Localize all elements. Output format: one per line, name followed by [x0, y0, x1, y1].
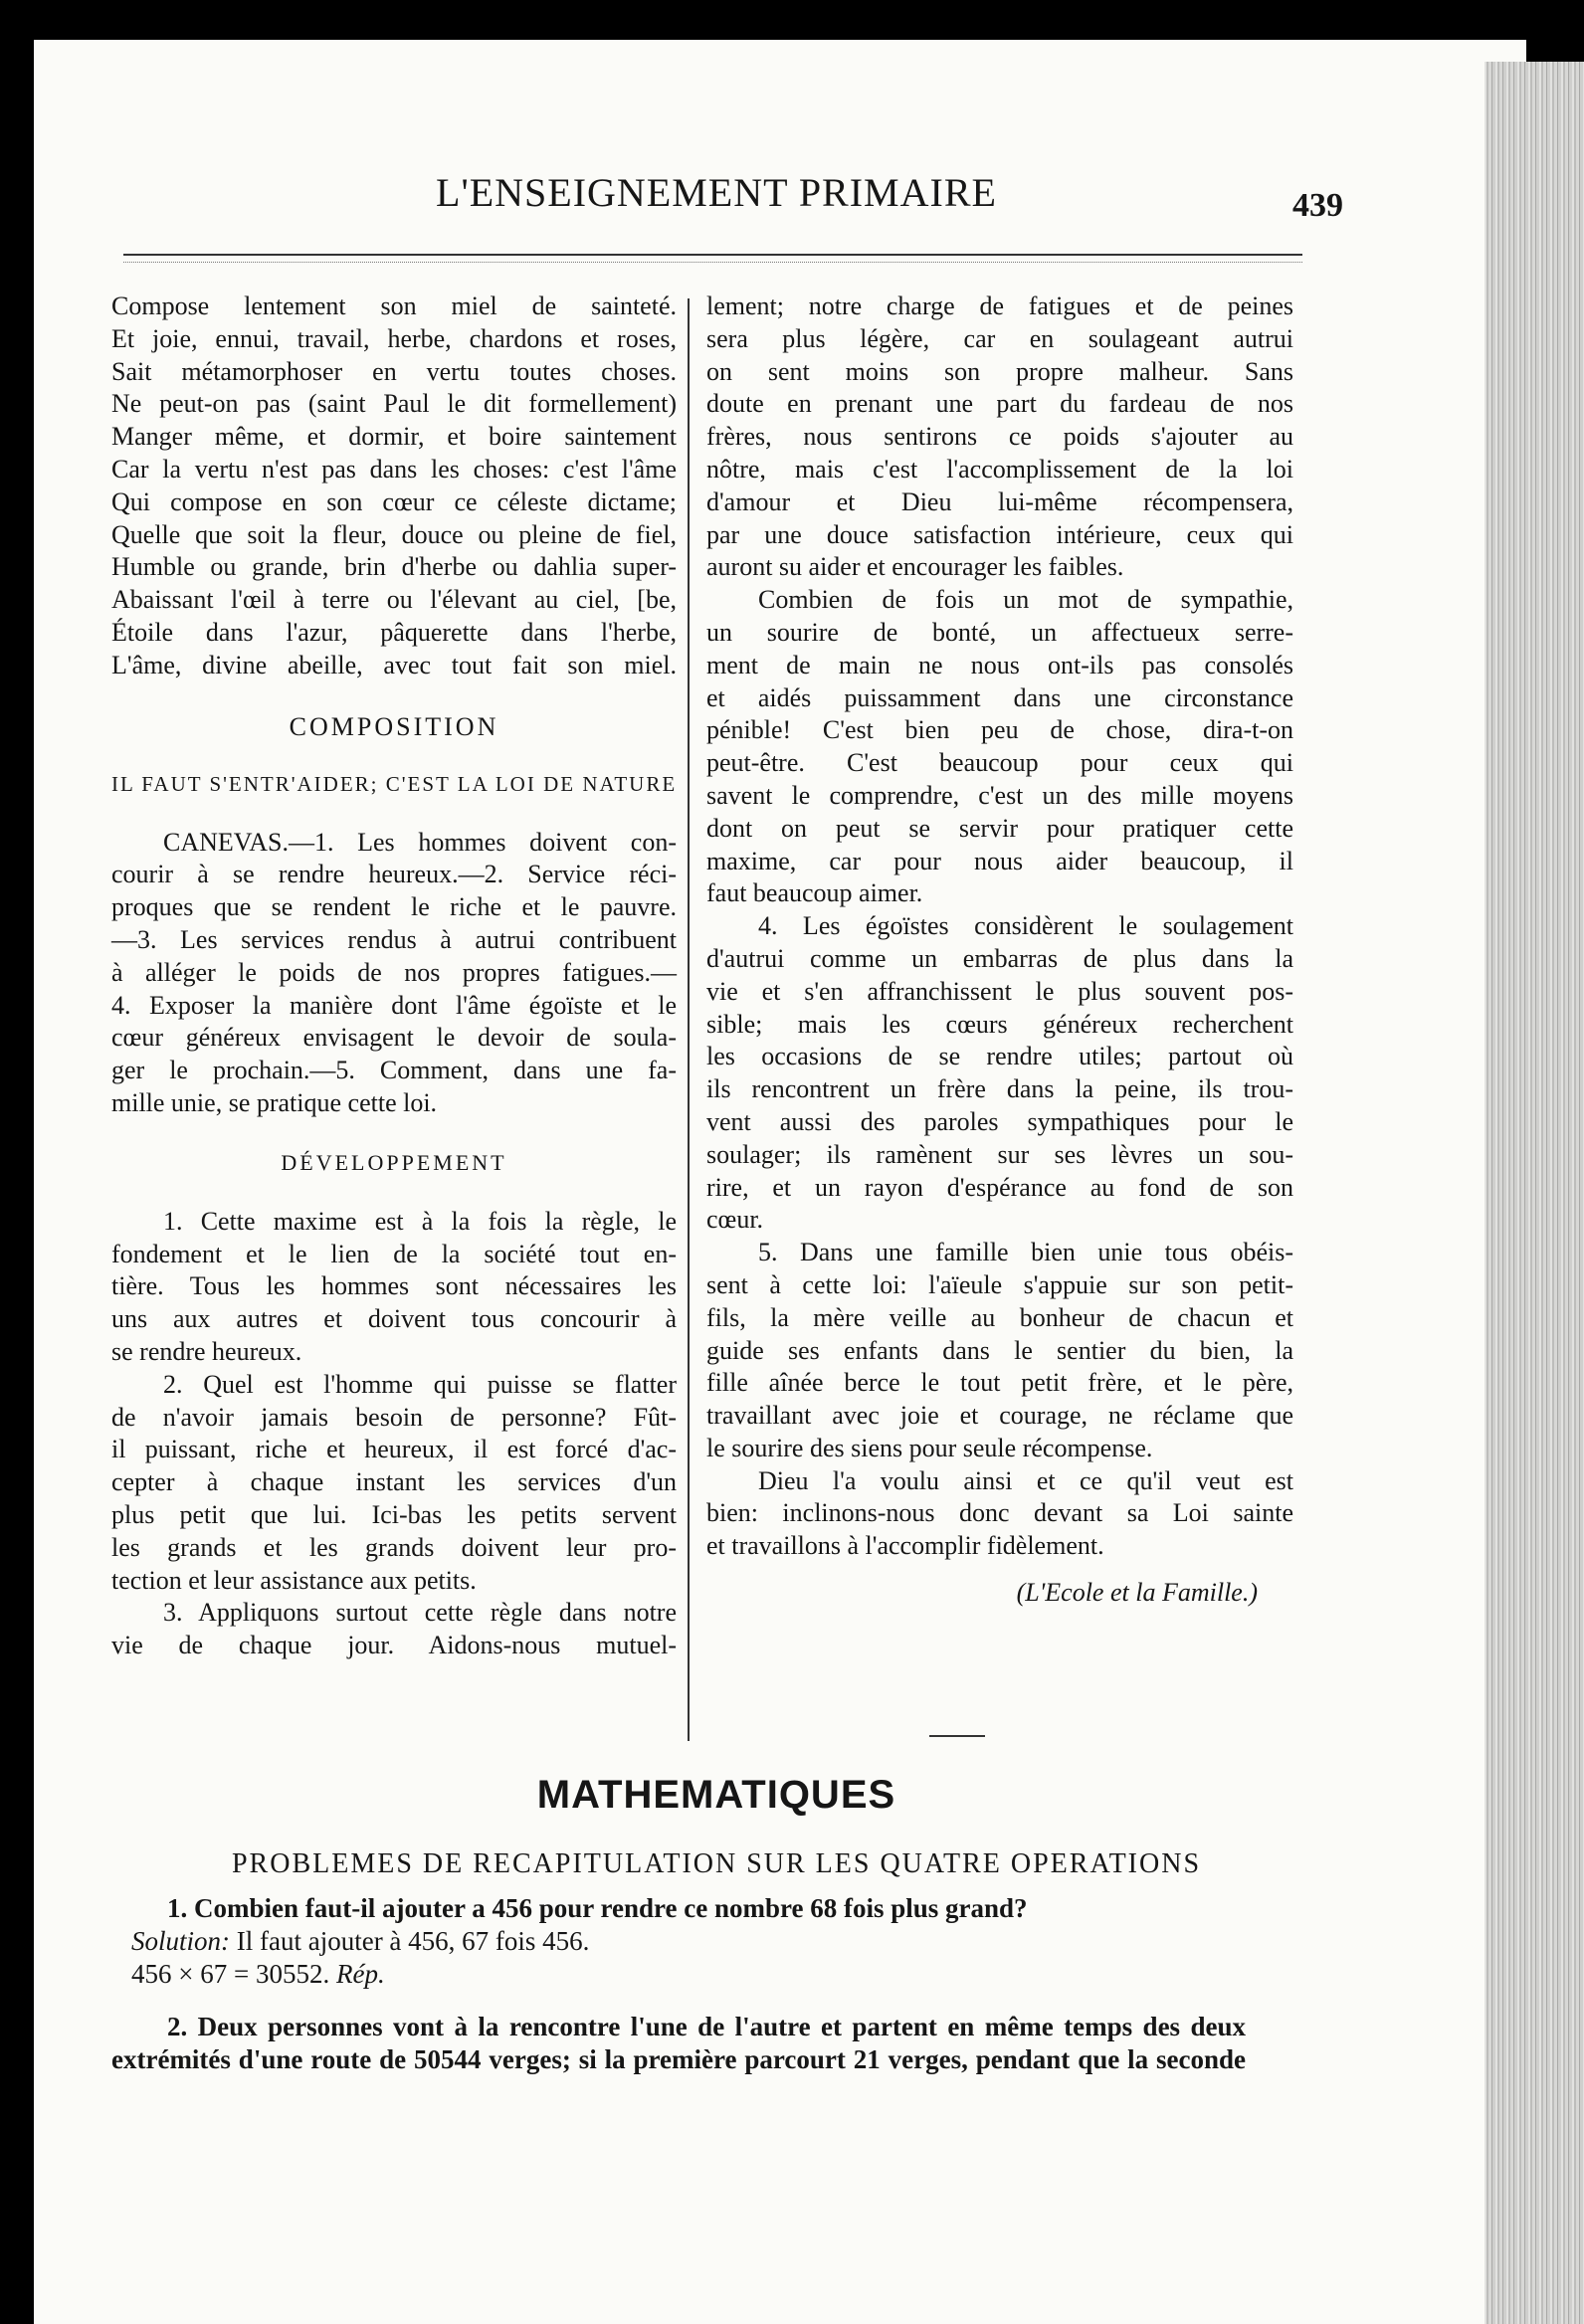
poem-line: Car la vertu n'est pas dans les choses: c'est l'âme [111, 454, 677, 484]
poem-line: Manger même, et dormir, et boire saintement [111, 422, 677, 452]
text-line: d'amour et Dieu lui-même récompensera, [706, 486, 1293, 516]
text-line: cepter à chaque instant les services d'un [111, 1467, 677, 1497]
mathematics-body [111, 1892, 1246, 2076]
canevas-line: mille unie, se pratique cette loi. [111, 1087, 438, 1117]
text-line: d'autrui comme un embarras de plus dans la [706, 943, 1293, 973]
answer-label: Rép. [335, 1959, 385, 1989]
page-number: 439 [1292, 187, 1343, 224]
text-line: 5. Dans une famille bien unie tous obéis- [758, 1238, 1293, 1267]
text-line: fondement et le lien de la société tout en- [111, 1239, 677, 1268]
text-line: plus petit que lui. Ici-bas les petits servent [111, 1499, 677, 1529]
left-column [111, 290, 677, 1662]
source-citation: (L'Ecole et la Famille.) [1016, 1578, 1258, 1608]
poem-line: Ne peut-on pas (saint Paul le dit formellement) [111, 389, 677, 419]
problem-2-line: 2. Deux personnes vont à la rencontre l'une de l'autre et partent en même temps des deux [167, 2012, 1246, 2041]
mathematics-subtitle: PROBLEMES DE RECAPITULATION SUR LES QUATRE OPERATIONS [231, 1848, 1202, 1879]
paragraph-1 [111, 1206, 677, 1369]
paragraph-5 [706, 1237, 1293, 1465]
solution-label: Solution: [131, 1926, 230, 1956]
text-line: par une douce satisfaction intérieure, ceux qui [706, 519, 1293, 549]
text-line: un sourire de bonté, un affectueux serre- [706, 617, 1293, 647]
poem [111, 290, 677, 682]
column-divider [688, 298, 690, 1741]
solution-text: Il faut ajouter à 456, 67 fois 456. [236, 1926, 590, 1956]
paragraph-combien [706, 584, 1293, 910]
canevas-line: —3. Les services rendus à autrui contribuent [111, 924, 677, 954]
book-page-edge [1485, 62, 1584, 2324]
text-line: se rendre heureux. [111, 1336, 302, 1366]
running-title: L'ENSEIGNEMENT PRIMAIRE [436, 170, 997, 215]
text-line: dont on peut se servir pour pratiquer cette [706, 813, 1293, 843]
header-rule [123, 254, 1302, 256]
text-line: on sent moins son propre malheur. Sans [706, 356, 1293, 386]
poem-line: Compose lentement son miel de sainteté. [111, 291, 677, 320]
text-line: vie et s'en affranchissent le plus souvent pos- [706, 976, 1293, 1006]
text-line: savent le comprendre, c'est un des mille moyens [706, 780, 1293, 810]
composition-subheading: IL FAUT S'ENTR'AIDER; C'EST LA LOI DE NATURE [111, 771, 678, 796]
calculation: 456 × 67 = 30552. [131, 1959, 330, 1989]
text-line: nôtre, mais c'est l'accomplissement de la loi [706, 454, 1293, 484]
canevas-line: à alléger le poids de nos propres fatigues.— [111, 957, 677, 987]
development-heading: DÉVELOPPEMENT [281, 1149, 507, 1175]
paragraph-2 [111, 1369, 677, 1598]
paragraph-4 [706, 910, 1293, 1237]
header-rule-dotted [123, 262, 1302, 263]
paragraph-dieu [706, 1465, 1293, 1563]
text-line: faut beaucoup aimer. [706, 878, 923, 908]
solution-line [111, 1925, 1246, 1958]
right-column [706, 290, 1293, 1610]
poem-line: Étoile dans l'azur, pâquerette dans l'herbe, [111, 617, 677, 647]
text-line: sera plus légère, car en soulageant autrui [706, 323, 1293, 353]
problem-2-line: extrémités d'une route de 50544 verges; si la première parcourt 21 verges, pendant que la seconde [111, 2044, 1246, 2074]
mathematics-title: MATHEMATIQUES [536, 1773, 896, 1817]
text-line: doute en prenant une part du fardeau de nos [706, 389, 1293, 419]
text-line: le sourire des siens pour seule récompense. [706, 1433, 1153, 1462]
text-line: de n'avoir jamais besoin de personne? Fût- [111, 1402, 677, 1432]
composition-heading: COMPOSITION [289, 711, 499, 741]
text-line: et travaillons à l'accomplir fidèlement. [706, 1531, 1104, 1561]
text-line: 4. Les égoïstes considèrent le soulagement [758, 911, 1293, 941]
text-line: soulager; ils ramènent sur ses lèvres un sou- [706, 1139, 1293, 1169]
canevas-line: proques que se rendent le riche et le pauvre. [111, 892, 677, 922]
text-line: vent aussi des paroles sympathiques pour le [706, 1106, 1293, 1136]
text-line: 1. Cette maxime est à la fois la règle, le [163, 1206, 677, 1236]
text-line: rire, et un rayon d'espérance au fond de son [706, 1172, 1293, 1202]
text-line: 3. Appliquons surtout cette règle dans notre [163, 1598, 677, 1628]
poem-line: Qui compose en son cœur ce céleste dictame; [111, 486, 677, 516]
poem-line: Sait métamorphoser en vertu toutes choses. [111, 356, 677, 386]
text-line: cœur. [706, 1205, 764, 1235]
poem-line: Abaissant l'œil à terre ou l'élevant au ciel, [be, [111, 585, 677, 615]
text-line: lement; notre charge de fatigues et de peines [706, 291, 1293, 320]
paragraph-3-continued [706, 290, 1293, 584]
canevas-line: 4. Exposer la manière dont l'âme égoïste et le [111, 990, 677, 1020]
text-line: vie de chaque jour. Aidons-nous mutuel- [111, 1631, 677, 1660]
section-rule [929, 1735, 985, 1737]
text-line: sible; mais les cœurs généreux recherchent [706, 1009, 1293, 1039]
text-line: guide ses enfants dans le sentier du bien, la [706, 1335, 1293, 1365]
canevas-line: CANEVAS.—1. Les hommes doivent con- [163, 827, 677, 857]
canevas-line: ger le prochain.—5. Comment, dans une fa- [111, 1056, 677, 1085]
paragraph-3 [111, 1597, 677, 1662]
problem-1: 1. Combien faut-il ajouter a 456 pour rendre ce nombre 68 fois plus grand? [167, 1893, 1028, 1923]
text-line: pénible! C'est bien peu de chose, dira-t-on [706, 715, 1293, 745]
text-line: ment de main ne nous ont-ils pas consolés [706, 650, 1293, 679]
text-line: il puissant, riche et heureux, il est forcé d'ac- [111, 1435, 677, 1464]
text-line: les grands et les grands doivent leur pro- [111, 1532, 677, 1562]
canevas-line: courir à se rendre heureux.—2. Service réci- [111, 860, 677, 889]
text-line: fille aînée berce le tout petit frère, et le père, [706, 1368, 1293, 1398]
text-line: 2. Quel est l'homme qui puisse se flatter [163, 1369, 677, 1399]
text-line: auront su aider et encourager les faibles. [706, 552, 1124, 582]
text-line: peut-être. C'est beaucoup pour ceux qui [706, 748, 1293, 778]
text-line: bien: inclinons-nous donc devant sa Loi sainte [706, 1498, 1293, 1528]
poem-line: Et joie, ennui, travail, herbe, chardons et roses, [111, 323, 677, 353]
text-line: uns aux autres et doivent tous concourir à [111, 1304, 677, 1334]
text-line: travaillant avec joie et courage, ne réclame que [706, 1401, 1293, 1431]
text-line: sent à cette loi: l'aïeule s'appuie sur son petit- [706, 1269, 1293, 1299]
text-line: fils, la mère veille au bonheur de chacun et [706, 1302, 1293, 1332]
text-line: ils rencontrent un frère dans la peine, ils trou- [706, 1074, 1293, 1104]
canevas [111, 827, 677, 1120]
poem-line: L'âme, divine abeille, avec tout fait son miel. [111, 650, 677, 679]
text-line: Dieu l'a voulu ainsi et ce qu'il veut est [758, 1465, 1293, 1495]
calculation-line [111, 1958, 1246, 1991]
text-line: tière. Tous les hommes sont nécessaires les [111, 1271, 677, 1301]
text-line: frères, nous sentirons ce poids s'ajouter au [706, 422, 1293, 452]
canevas-line: cœur généreux envisagent le devoir de soula- [111, 1023, 677, 1053]
text-line: tection et leur assistance aux petits. [111, 1565, 477, 1595]
poem-line: Quelle que soit la fleur, douce ou pleine de fiel, [111, 519, 677, 549]
poem-line: Humble ou grande, brin d'herbe ou dahlia super- [111, 552, 677, 582]
text-line: et aidés puissamment dans une circonstance [706, 682, 1293, 712]
text-line: maxime, car pour nous aider beaucoup, il [706, 846, 1293, 875]
text-line: les occasions de se rendre utiles; partout où [706, 1042, 1293, 1071]
text-line: Combien de fois un mot de sympathie, [758, 585, 1293, 615]
